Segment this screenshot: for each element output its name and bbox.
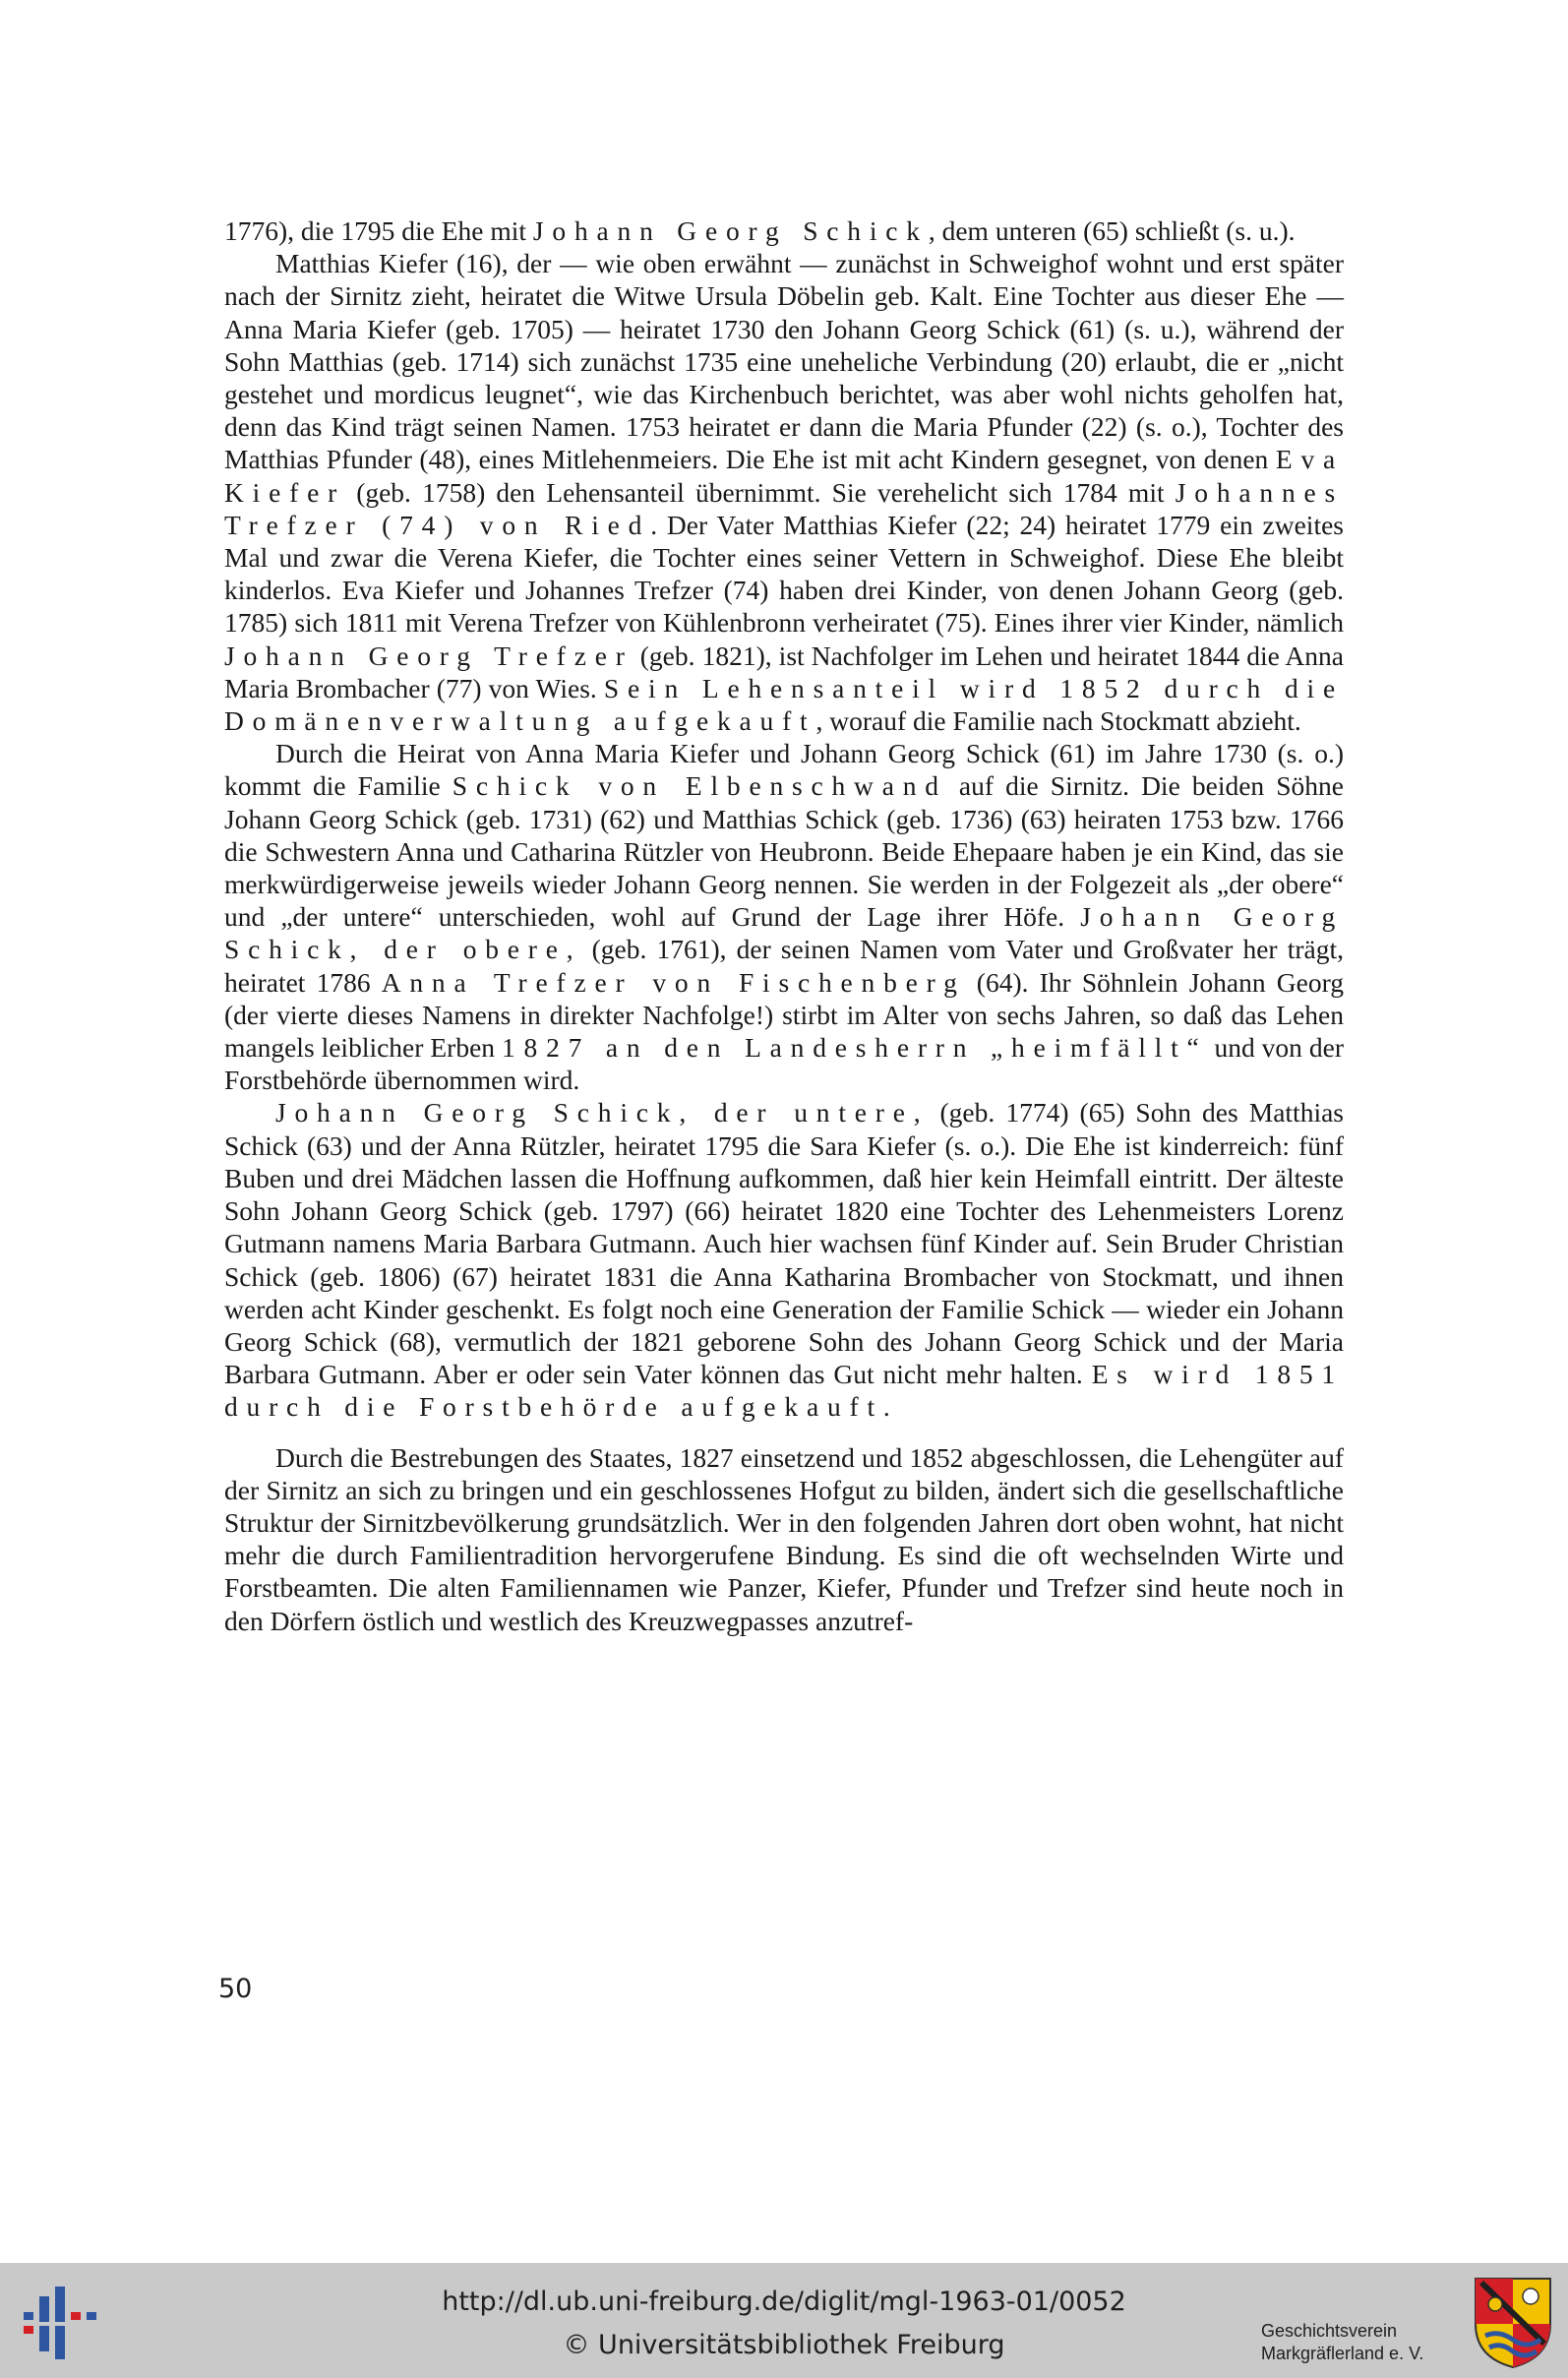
footer-bar bbox=[0, 2263, 1568, 2378]
spaced-emphasis: Es wird 1851 durch die Forstbehörde aufgekauft bbox=[224, 1359, 1344, 1423]
paragraph-3 bbox=[224, 737, 1344, 1096]
spaced-emphasis: 1827 an den Landesherrn „heimfällt“ bbox=[501, 1032, 1208, 1064]
spaced-emphasis: Johann Georg Schick bbox=[532, 215, 929, 246]
text-run: (geb. 1774) (65) Sohn des Matthias Schick (63) und der Anna Rützler, heiratet 1795 die Sara Kiefer (s. o.). Die Ehe ist kinderreich: fünf Buben und drei Mädchen lassen die Hoffnung aufkommen, daß hier kein Heimfall eintritt. Der älteste Sohn Johann Georg Schick (geb. 1797) (66) heiratet 1820 eine Tochter des Lehenmeisters Lorenz Gutmann namens Maria Barbara Gutmann. Auch hier wachsen fünf Kinder auf. Sein Bruder Christian Schick (geb. 1806) (67) heiratet 1831 die Anna Katharina Brombacher von Stockmatt, und ihnen werden acht Kinder geschenkt. Es folgt noch eine Generation der Familie Schick — wieder ein Johann Georg Schick (68), vermutlich der 1821 geborene Sohn des Johann Georg Schick und der Maria Barbara Gutmann. Aber er oder sein Vater können das Gut nicht mehr halten. bbox=[224, 1097, 1345, 1390]
spaced-emphasis: Johann Georg Trefzer bbox=[224, 640, 633, 671]
spaced-emphasis: Anna Trefzer von Fischenberg bbox=[381, 966, 966, 998]
coat-of-arms-icon[interactable] bbox=[1472, 2275, 1554, 2369]
text-run: . bbox=[882, 1391, 890, 1423]
text-run: , dem unteren (65) schließt (s. u.). bbox=[928, 215, 1296, 246]
text-run: Durch die Heirat von Anna Maria Kiefer und Johann Georg Schick (61) im Jahre 1730 (s. o.) kommt die Familie bbox=[224, 738, 1344, 802]
spaced-emphasis: Johannes Trefzer (74) von Ried bbox=[224, 476, 1344, 540]
spaced-emphasis: Johann Georg Schick, der obere, bbox=[224, 901, 1345, 965]
spaced-emphasis: Sein Lehensanteil wird 1852 durch die Domänenverwaltung aufgekauft bbox=[224, 672, 1344, 737]
text-run: und von der Forstbehörde übernommen wird. bbox=[224, 1032, 1344, 1096]
text-run: , worauf die Familie nach Stockmatt abzieht. bbox=[815, 705, 1301, 737]
text-run: (geb. 1761), der seinen Namen vom Vater und Großvater her trägt, heiratet 1786 bbox=[224, 934, 1344, 998]
society-name-line-2: Markgräflerland e. V. bbox=[1261, 2344, 1424, 2363]
paragraph-1 bbox=[224, 214, 1344, 247]
text-run: 1776), die 1795 die Ehe mit bbox=[224, 215, 533, 246]
text-run: auf die Sirnitz. Die beiden Söhne Johann Georg Schick (geb. 1731) (62) und Matthias Schick (geb. 1736) (63) heiraten 1753 bzw. 1766 die Schwestern Anna und Catharina Rützler von Heubronn. Beide Ehepaare haben je ein Kind, das sie merkwürdigerweise jeweils wieder Johann Georg nennen. Sie werden in der Folgezeit als „der obere“ und „der untere“ unterschieden, wohl auf Grund der Lage ihrer Höfe. bbox=[224, 770, 1344, 933]
document-url-link[interactable]: http://dl.ub.uni-freiburg.de/diglit/mgl-1963-01/0052 bbox=[442, 2287, 1126, 2317]
text-run: (geb. 1821), ist Nachfolger im Lehen und heiratet 1844 die Anna Maria Brombacher (77) von Wies. bbox=[224, 640, 1344, 703]
document-body bbox=[224, 214, 1344, 1637]
text-run: Matthias Kiefer (16), der — wie oben erwähnt — zunächst in Schweighof wohnt und erst später nach der Sirnitz zieht, heiratet die Witwe Ursula Döbelin geb. Kalt. Eine Tochter aus dieser Ehe — Anna Maria Kiefer (geb. 1705) — heiratet 1730 den Johann Georg Schick (61) (s. u.), während der Sohn Matthias (geb. 1714) sich zunächst 1735 eine uneheliche Verbindung (20) erlaubt, die er „nicht gestehet und mordicus leugnet“, wie das Kirchenbuch berichtet, was aber wohl nichts geholfen hat, denn das Kind trägt seinen Namen. 1753 heiratet er dann die Maria Pfunder (22) (s. o.), Tochter des Matthias Pfunder (48), eines Mitlehenmeiers. Die Ehe ist mit acht Kindern gesegnet, von denen bbox=[224, 248, 1344, 475]
page-number: 50 bbox=[218, 1974, 253, 2004]
spaced-emphasis: Johann Georg Schick, der untere, bbox=[275, 1097, 930, 1128]
text-run: (64). Ihr Söhnlein Johann Georg (der vierte dieses Namens in direkter Nachfolge!) stirbt im Alter von sechs Jahren, so daß das Lehen mangels leiblicher Erben bbox=[224, 966, 1344, 1064]
text-run: . Der Vater Matthias Kiefer (22; 24) heiratet 1779 ein zweites Mal und zwar die Verena Kiefer, die Tochter eines seiner Vettern in Schweighof. Diese Ehe bleibt kinderlos. Eva Kiefer und Johannes Trefzer (74) haben drei Kinder, von denen Johann Georg (geb. 1785) sich 1811 mit Verena Trefzer von Kühlenbronn verheiratet (75). Eines ihrer vier Kinder, nämlich bbox=[224, 509, 1344, 639]
text-run: Durch die Bestrebungen des Staates, 1827 einsetzend und 1852 abgeschlossen, die Lehengüter auf der Sirnitz an sich zu bringen und ein geschlossenes Hofgut zu bilden, ändert sich die gesellschaftliche Struktur der Sirnitzbevölkerung grundsätzlich. Wer in den folgenden Jahren dort oben wohnt, hat nicht mehr die durch Familientradition hervorgerufene Bindung. Es sind die oft wechselnden Wirte und Forstbeamten. Die alten Familiennamen wie Panzer, Kiefer, Pfunder und Trefzer sind heute noch in den Dörfern östlich und westlich des Kreuzwegpasses anzutref- bbox=[224, 1441, 1344, 1636]
paragraph-5 bbox=[224, 1441, 1344, 1637]
society-name-line-1: Geschichtsverein bbox=[1261, 2321, 1398, 2341]
paragraph-2 bbox=[224, 247, 1344, 737]
society-name bbox=[1261, 2320, 1470, 2365]
copyright-notice: © Universitätsbibliothek Freiburg bbox=[563, 2330, 1005, 2360]
text-run: (geb. 1758) den Lehensanteil übernimmt. Sie verehelicht sich 1784 mit bbox=[345, 476, 1176, 508]
spaced-emphasis: Schick von Elbenschwand bbox=[452, 770, 947, 802]
spaced-emphasis: Eva Kiefer bbox=[224, 444, 1344, 508]
paragraph-4 bbox=[224, 1096, 1344, 1423]
